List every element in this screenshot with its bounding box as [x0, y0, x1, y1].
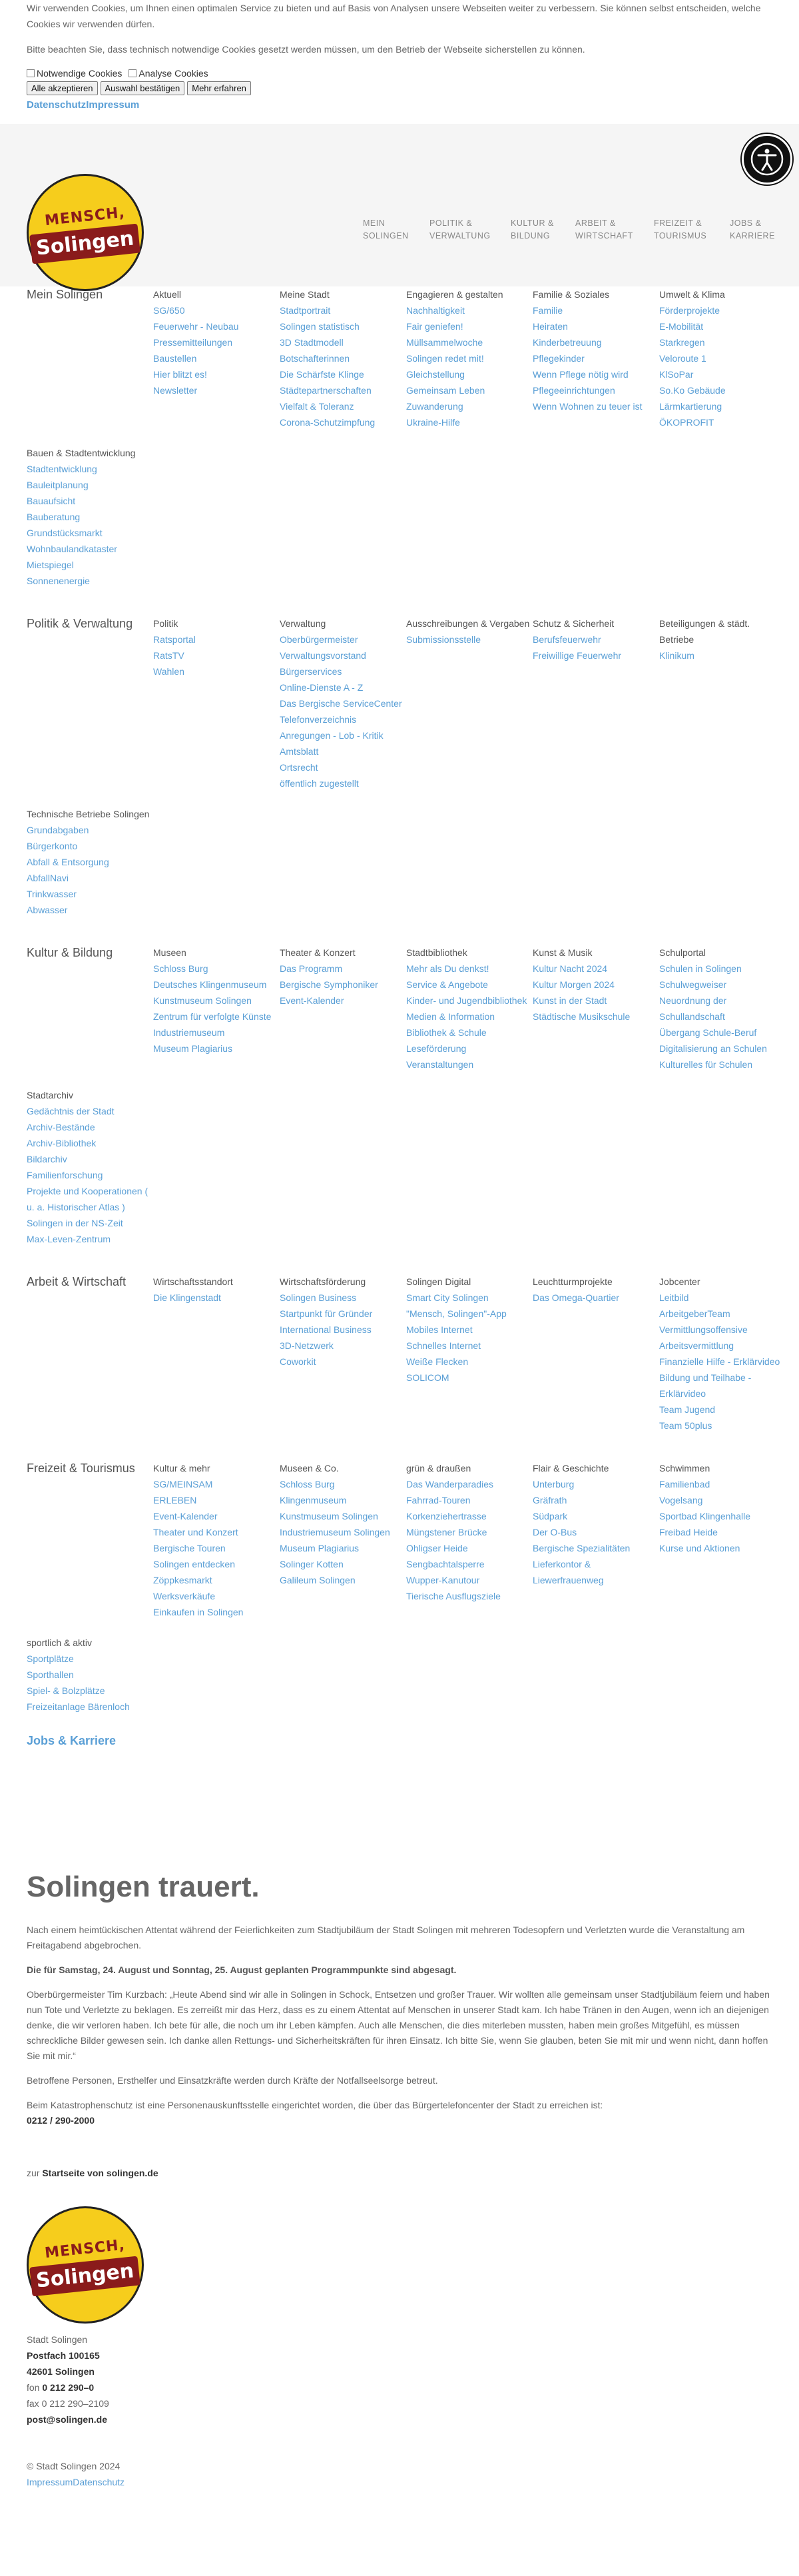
menu-link[interactable]: Pflegeeinrichtungen — [533, 385, 615, 396]
menu-column-heading: Bauen & Stadtentwicklung — [27, 448, 136, 458]
menu-link[interactable]: Kunstmuseum Solingen — [280, 1511, 378, 1521]
menu-column-heading: Stadtarchiv — [27, 1090, 74, 1100]
menu-link[interactable]: Südpark — [533, 1511, 568, 1521]
menu-link[interactable]: Digitalisierung an Schulen — [659, 1043, 767, 1054]
menu-column-heading: Kultur & mehr — [153, 1463, 210, 1474]
accessibility-icon[interactable] — [742, 134, 792, 185]
main-nav-item[interactable]: JOBS & KARRIERE — [730, 218, 775, 240]
menu-link[interactable]: Oberbürgermeister — [280, 634, 358, 645]
menu-column — [406, 616, 533, 791]
menu-link[interactable]: Service & Angebote — [406, 979, 488, 990]
menu-link[interactable]: Coworkit — [280, 1356, 316, 1367]
menu-section — [0, 286, 799, 589]
menu-column — [153, 1274, 280, 1434]
menu-column — [153, 1460, 280, 1620]
menu-link[interactable]: Ratsportal — [153, 634, 196, 645]
menu-link[interactable]: "Mensch, Solingen"-App — [406, 1308, 507, 1319]
menu-link[interactable]: Mietspiegel — [27, 560, 74, 570]
analysis-cookies-checkbox[interactable]: Analyse Cookies — [129, 67, 208, 80]
menu-link[interactable]: Newsletter — [153, 385, 198, 396]
menu-column-heading: Engagieren & gestalten — [406, 289, 503, 300]
menu-column — [533, 286, 659, 430]
menu-link[interactable]: Veloroute 1 — [659, 353, 706, 364]
menu-link[interactable]: Tierische Ausflugsziele — [406, 1591, 501, 1601]
menu-column-heading: Politik — [153, 618, 178, 629]
footer-imprint-link[interactable]: Impressum — [27, 2477, 73, 2488]
menu-link[interactable]: Lärmkartierung — [659, 401, 722, 412]
menu-link[interactable]: Städtische Musikschule — [533, 1011, 631, 1022]
menu-link[interactable]: Schulen in Solingen — [659, 963, 742, 974]
menu-link[interactable]: Kultur Nacht 2024 — [533, 963, 608, 974]
menu-link[interactable]: Gemeinsam Leben — [406, 385, 485, 396]
mayor-statement: Oberbürgermeister Tim Kurzbach: „Heute Abend sind wir alle in Solingen in Schock, Entsetzen und großer Trauer. Wir wollten alle gemeinsam unser Stadtjubiläum feiern und haben nun Tote und Verletzte zu beklagen. Es zerreißt mir das Herz, dass es zu einem Attentat auf Menschen in unserer Stadt kam. Ich habe Tränen in den Augen, wenn ich an diejenigen denke, die wir verloren haben. Ich bete für alle, die noch um ihr Leben kämpfen. Auch alle Menschen, die dies miterleben mussten, haben mein großes Mitgefühl, es müssen schreckliche Bilder gewesen sein. Ich danke allen Rettungs- und Sicherheitskräften für ihren Einsatz. Ich bitte Sie, wenn Sie glauben, beten Sie mit mir und wenn nicht, dann hoffen Sie mit mir.“ — [27, 1989, 770, 2062]
menu-link[interactable]: Freibad Heide — [659, 1527, 718, 1537]
menu-link[interactable]: Kunst in der Stadt — [533, 995, 607, 1006]
footer-city: 42601 Solingen — [27, 2366, 95, 2377]
cookie-imprint-link[interactable]: Impressum — [86, 99, 140, 111]
menu-column — [27, 806, 153, 918]
menu-link[interactable]: Familienforschung — [27, 1170, 103, 1180]
notice-paragraph: Betroffene Personen, Ersthelfer und Einsatzkräfte werden durch Kräfte der Notfallseelsorge betreut. — [27, 2075, 438, 2086]
menu-column — [406, 286, 533, 430]
menu-link[interactable]: Pressemitteilungen — [153, 337, 233, 348]
menu-section — [0, 945, 799, 1247]
menu-link[interactable]: Solingen entdecken — [153, 1559, 235, 1569]
menu-link[interactable]: Übergang Schule-Beruf — [659, 1027, 757, 1038]
menu-link[interactable]: Veranstaltungen — [406, 1059, 474, 1070]
menu-link[interactable]: Wahlen — [153, 666, 184, 677]
menu-link[interactable]: Gedächtnis der Stadt — [27, 1106, 115, 1116]
menu-link[interactable]: Bauaufsicht — [27, 496, 76, 506]
menu-column — [153, 945, 280, 1073]
menu-section-title[interactable]: Kultur & Bildung — [27, 946, 113, 959]
menu-column — [406, 1460, 533, 1620]
menu-link[interactable]: öffentlich zugestellt — [280, 778, 359, 789]
menu-link[interactable]: Kinderbetreuung — [533, 337, 602, 348]
menu-link[interactable]: Spiel- & Bolzplätze — [27, 1685, 105, 1696]
main-nav-item[interactable]: KULTUR & BILDUNG — [511, 218, 554, 240]
hotline-number: 0212 / 290-2000 — [27, 2115, 95, 2126]
menu-link[interactable]: Verwaltungsvorstand — [280, 650, 366, 661]
menu-link[interactable]: Lieferkontor & Liewerfrauenweg — [533, 1559, 604, 1585]
menu-link[interactable]: Pflegekinder — [533, 353, 585, 364]
menu-column — [280, 945, 406, 1073]
menu-column-heading: Theater & Konzert — [280, 947, 356, 958]
menu-link[interactable]: Stadtentwicklung — [27, 464, 97, 474]
menu-link[interactable]: Zuwanderung — [406, 401, 463, 412]
menu-column-heading: Technische Betriebe Solingen — [27, 809, 150, 819]
mega-menu — [0, 286, 799, 1749]
menu-section — [0, 616, 799, 918]
menu-column — [280, 1274, 406, 1434]
menu-link[interactable]: Bauleitplanung — [27, 480, 89, 490]
menu-link[interactable]: RatsTV — [153, 650, 184, 661]
menu-link[interactable]: Smart City Solingen — [406, 1292, 489, 1303]
menu-link[interactable]: Archiv-Bestände — [27, 1122, 95, 1132]
menu-column-heading: Jobcenter — [659, 1276, 700, 1287]
menu-column — [659, 286, 786, 430]
menu-link[interactable]: Sonnenenergie — [27, 576, 90, 586]
more-info-button[interactable]: Mehr erfahren — [187, 81, 251, 95]
menu-link[interactable]: Startpunkt für Gründer — [280, 1308, 373, 1319]
menu-column-heading: Aktuell — [153, 289, 182, 300]
menu-link[interactable]: Team 50plus — [659, 1420, 712, 1431]
site-header — [0, 124, 799, 286]
menu-link[interactable]: Städtepartnerschaften — [280, 385, 372, 396]
accept-all-button[interactable]: Alle akzeptieren — [27, 81, 98, 95]
menu-link[interactable]: Industriemuseum — [153, 1027, 225, 1038]
menu-link[interactable]: Solingen in der NS-Zeit — [27, 1218, 123, 1228]
footer-phone: 0 212 290–0 — [42, 2382, 95, 2393]
confirm-selection-button[interactable]: Auswahl bestätigen — [101, 81, 185, 95]
menu-link[interactable]: Bürgerservices — [280, 666, 342, 677]
menu-link[interactable]: Solingen statistisch — [280, 321, 360, 332]
menu-link[interactable]: Museum Plagiarius — [280, 1543, 360, 1553]
menu-link[interactable]: Theater und Konzert — [153, 1527, 238, 1537]
menu-column — [533, 616, 659, 791]
menu-column-heading: Verwaltung — [280, 618, 326, 629]
menu-link[interactable]: Der O-Bus — [533, 1527, 577, 1537]
menu-link[interactable]: Sporthallen — [27, 1669, 74, 1680]
menu-link[interactable]: Corona-Schutzimpfung — [280, 417, 376, 428]
menu-link[interactable]: Solingen redet mit! — [406, 353, 484, 364]
menu-link[interactable]: Grundabgaben — [27, 825, 89, 835]
menu-link[interactable]: Galileum Solingen — [280, 1575, 356, 1585]
menu-column — [406, 945, 533, 1073]
menu-link[interactable]: Baustellen — [153, 353, 197, 364]
menu-link[interactable]: Schloss Burg — [280, 1479, 335, 1490]
menu-column — [153, 286, 280, 430]
cookie-privacy-link[interactable]: Datenschutz — [27, 99, 87, 111]
menu-link[interactable]: Kulturelles für Schulen — [659, 1059, 753, 1070]
menu-column-heading: Kunst & Musik — [533, 947, 593, 958]
menu-section-title[interactable]: Arbeit & Wirtschaft — [27, 1275, 127, 1288]
menu-link[interactable]: ArbeitgeberTeam — [659, 1308, 730, 1319]
menu-link[interactable]: Sengbachtalsperre — [406, 1559, 485, 1569]
menu-link[interactable]: Bauberatung — [27, 512, 81, 522]
menu-link[interactable]: SG/MEINSAM — [153, 1479, 213, 1490]
menu-link[interactable]: Kurse und Aktionen — [659, 1543, 740, 1553]
menu-column-heading: Flair & Geschichte — [533, 1463, 609, 1474]
menu-link[interactable]: AbfallNavi — [27, 873, 69, 883]
menu-link[interactable]: Klingenmuseum — [280, 1495, 347, 1505]
menu-link[interactable]: Abwasser — [27, 905, 68, 915]
menu-link[interactable]: Deutsches Klingenmuseum — [153, 979, 267, 990]
menu-link[interactable]: Botschafterinnen — [280, 353, 350, 364]
menu-link[interactable]: So.Ko Gebäude — [659, 385, 726, 396]
menu-link[interactable]: Förderprojekte — [659, 305, 720, 316]
homepage-link[interactable]: Startseite von solingen.de — [42, 2168, 158, 2179]
menu-column — [659, 616, 786, 791]
menu-link[interactable]: Wenn Wohnen zu teuer ist — [533, 401, 643, 412]
menu-column — [659, 1460, 786, 1620]
jobs-careers-link[interactable]: Jobs & Karriere — [27, 1734, 117, 1747]
menu-link[interactable]: Stadtportrait — [280, 305, 331, 316]
menu-column-heading: Schwimmen — [659, 1463, 710, 1474]
menu-link[interactable]: SOLICOM — [406, 1372, 449, 1383]
menu-link[interactable]: Leseförderung — [406, 1043, 467, 1054]
menu-column — [280, 1460, 406, 1620]
menu-link[interactable]: Sportplätze — [27, 1653, 74, 1664]
menu-link[interactable]: Wenn Pflege nötig wird — [533, 369, 629, 380]
menu-link[interactable]: Mehr als Du denkst! — [406, 963, 489, 974]
menu-link[interactable]: Freizeitanlage Bärenloch — [27, 1701, 130, 1712]
menu-link[interactable]: Klinikum — [659, 650, 694, 661]
menu-link[interactable]: Ohligser Heide — [406, 1543, 468, 1553]
menu-link[interactable]: Bildung und Teilhabe - Erklärvideo — [659, 1372, 752, 1399]
menu-section — [0, 1274, 799, 1434]
menu-link[interactable]: Berufsfeuerwehr — [533, 634, 601, 645]
back-prefix: zur — [27, 2168, 43, 2179]
main-nav-item[interactable]: ARBEIT & WIRTSCHAFT — [575, 218, 633, 240]
menu-link[interactable]: Archiv-Bibliothek — [27, 1138, 97, 1148]
menu-section-title[interactable]: Freizeit & Tourismus — [27, 1462, 135, 1475]
menu-link[interactable]: Anregungen - Lob - Kritik — [280, 730, 384, 741]
menu-column-heading: Familie & Soziales — [533, 289, 610, 300]
menu-link[interactable]: Kunstmuseum Solingen — [153, 995, 252, 1006]
footer-privacy-link[interactable]: Datenschutz — [73, 2477, 125, 2488]
menu-link[interactable]: Die Schärfste Klinge — [280, 369, 364, 380]
menu-link[interactable]: Bürgerkonto — [27, 841, 78, 851]
menu-link[interactable]: Die Klingenstadt — [153, 1292, 221, 1303]
menu-link[interactable]: Das Programm — [280, 963, 343, 974]
menu-link[interactable]: Bergische Symphoniker — [280, 979, 378, 990]
menu-link[interactable]: Schnelles Internet — [406, 1340, 481, 1351]
menu-column — [280, 286, 406, 430]
footer-logo[interactable]: MENSCH, Solingen — [27, 2206, 144, 2324]
menu-column — [280, 616, 406, 791]
menu-link[interactable]: Mobiles Internet — [406, 1324, 473, 1335]
menu-link[interactable]: Event-Kalender — [153, 1511, 218, 1521]
menu-link[interactable]: Solingen Business — [280, 1292, 357, 1303]
notice-cancellation: Die für Samstag, 24. August und Sonntag, 25. August geplanten Programmpunkte sind abgesagt. — [27, 1964, 457, 1976]
menu-column — [27, 1087, 153, 1247]
menu-link[interactable]: Feuerwehr - Neubau — [153, 321, 239, 332]
solingen-logo[interactable]: MENSCH, Solingen — [27, 174, 144, 291]
menu-link[interactable]: Bibliothek & Schule — [406, 1027, 487, 1038]
menu-link[interactable]: International Business — [280, 1324, 372, 1335]
menu-link[interactable]: Familie — [533, 305, 563, 316]
cookie-banner — [0, 0, 799, 124]
menu-column-heading: Schulportal — [659, 947, 706, 958]
menu-column — [153, 616, 280, 791]
main-nav-item[interactable]: MEIN SOLINGEN — [363, 218, 409, 240]
menu-link[interactable]: Freiwillige Feuerwehr — [533, 650, 622, 661]
menu-link[interactable]: Trinkwasser — [27, 889, 77, 899]
menu-link[interactable]: Starkregen — [659, 337, 705, 348]
menu-link[interactable]: Fair geniefen! — [406, 321, 463, 332]
menu-link[interactable]: Museum Plagiarius — [153, 1043, 233, 1054]
menu-link[interactable]: Solinger Kotten — [280, 1559, 344, 1569]
notice-paragraph: Beim Katastrophenschutz ist eine Personenauskunftsstelle eingerichtet worden, die über das Bürgertelefoncenter der Stadt zu erreichen ist: — [27, 2100, 603, 2111]
menu-link[interactable]: Arbeitsvermittlung — [659, 1340, 734, 1351]
menu-link[interactable]: Max-Leven-Zentrum — [27, 1234, 111, 1244]
menu-link[interactable]: Nachhaltigkeit — [406, 305, 465, 316]
mourning-notice — [0, 1869, 799, 2181]
menu-link[interactable]: Das Bergische ServiceCenter — [280, 698, 402, 709]
menu-link[interactable]: Einkaufen in Solingen — [153, 1607, 244, 1617]
menu-link[interactable]: Wupper-Kanutour — [406, 1575, 480, 1585]
menu-link[interactable]: Ukraine-Hilfe — [406, 417, 460, 428]
menu-link[interactable]: Abfall & Entsorgung — [27, 857, 109, 867]
menu-link[interactable]: Das Omega-Quartier — [533, 1292, 619, 1303]
menu-link[interactable]: Müngstener Brücke — [406, 1527, 487, 1537]
menu-column-heading: grün & draußen — [406, 1463, 471, 1474]
menu-link[interactable]: Event-Kalender — [280, 995, 344, 1006]
menu-column-heading: sportlich & aktiv — [27, 1637, 93, 1648]
menu-link[interactable]: Schulwegweiser — [659, 979, 727, 990]
menu-link[interactable]: Industriemuseum Solingen — [280, 1527, 390, 1537]
menu-link[interactable]: Zentrum für verfolgte Künste — [153, 1011, 272, 1022]
menu-column — [659, 1274, 786, 1434]
menu-link[interactable]: Bergische Spezialitäten — [533, 1543, 631, 1553]
footer-copyright: © Stadt Solingen 2024 — [27, 2461, 121, 2472]
menu-link[interactable]: Gleichstellung — [406, 369, 465, 380]
main-nav-item[interactable]: POLITIK & VERWALTUNG — [429, 218, 491, 240]
menu-link[interactable]: SG/650 — [153, 305, 185, 316]
menu-link[interactable]: Schloss Burg — [153, 963, 208, 974]
menu-link[interactable]: Submissionsstelle — [406, 634, 481, 645]
menu-link[interactable]: Leitbild — [659, 1292, 689, 1303]
menu-link[interactable]: Telefonverzeichnis — [280, 714, 357, 725]
menu-link[interactable]: Unterburg — [533, 1479, 575, 1490]
menu-link[interactable]: KlSoPar — [659, 369, 694, 380]
footer-fon-label: fon — [27, 2382, 43, 2393]
main-nav-item[interactable]: FREIZEIT & TOURISMUS — [654, 218, 707, 240]
menu-section — [0, 1460, 799, 1715]
cookie-text: Wir verwenden Cookies, um Ihnen einen optimalen Service zu bieten und auf Basis von Analysen unsere Webseiten weiter zu verbessern. Sie können selbst entscheiden, welche Cookies wir verwenden dürfen. — [27, 3, 761, 29]
menu-column-heading: Beteiligungen & städt. Betriebe — [659, 618, 750, 645]
menu-link[interactable]: ÖKOPROFIT — [659, 417, 714, 428]
menu-link[interactable]: Das Wanderparadies — [406, 1479, 493, 1490]
menu-link[interactable]: Müllsammelwoche — [406, 337, 483, 348]
necessary-cookies-checkbox[interactable]: Notwendige Cookies — [27, 67, 122, 80]
main-navigation — [363, 217, 776, 242]
menu-column-heading: Wirtschaftsstandort — [153, 1276, 233, 1287]
menu-column-heading: Leuchtturmprojekte — [533, 1276, 613, 1287]
footer-email[interactable]: post@solingen.de — [27, 2414, 107, 2425]
menu-column-heading: Ausschreibungen & Vergaben — [406, 618, 530, 629]
cookie-text-necessary: Bitte beachten Sie, dass technisch notwendige Cookies gesetzt werden müssen, um den Betrieb der Webseite sicherstellen zu können. — [27, 44, 585, 55]
menu-column-heading: Solingen Digital — [406, 1276, 471, 1287]
menu-link[interactable]: Weiße Flecken — [406, 1356, 469, 1367]
menu-column — [533, 945, 659, 1073]
menu-column — [406, 1274, 533, 1434]
menu-section-title[interactable]: Mein Solingen — [27, 288, 103, 301]
menu-section-title[interactable]: Politik & Verwaltung — [27, 617, 133, 630]
menu-link[interactable]: Kultur Morgen 2024 — [533, 979, 615, 990]
menu-link[interactable]: Online-Dienste A - Z — [280, 682, 364, 693]
menu-column-heading: Stadtbibliothek — [406, 947, 467, 958]
menu-column — [27, 445, 153, 589]
menu-link[interactable]: Bildarchiv — [27, 1154, 67, 1164]
menu-link[interactable]: 3D Stadtmodell — [280, 337, 344, 348]
menu-link[interactable]: Vogelsang — [659, 1495, 703, 1505]
notice-paragraph: Nach einem heimtückischen Attentat während der Feierlichkeiten zum Stadtjubiläum der Stadt Solingen mit mehreren Todesopfern und Verletzten wurde die Veranstaltung am Freitagabend abgebrochen. — [27, 1925, 745, 1951]
menu-link[interactable]: Werksverkäufe — [153, 1591, 216, 1601]
footer-org: Stadt Solingen — [27, 2334, 88, 2346]
menu-column — [533, 1460, 659, 1620]
menu-link[interactable]: Grundstücksmarkt — [27, 528, 103, 538]
menu-column — [659, 945, 786, 1073]
footer-po-box: Postfach 100165 — [27, 2350, 100, 2361]
menu-link[interactable]: E-Mobilität — [659, 321, 704, 332]
menu-link[interactable]: Projekte und Kooperationen ( u. a. Historischer Atlas ) — [27, 1186, 148, 1212]
menu-link[interactable]: Wohnbaulandkataster — [27, 544, 117, 554]
menu-link[interactable]: Hier blitzt es! — [153, 369, 207, 380]
menu-column — [533, 1274, 659, 1434]
menu-column-heading: Umwelt & Klima — [659, 289, 725, 300]
menu-link[interactable]: Familienbad — [659, 1479, 710, 1490]
menu-link[interactable]: Sportbad Klingenhalle — [659, 1511, 750, 1521]
menu-link[interactable]: Zöppkesmarkt — [153, 1575, 212, 1585]
menu-link[interactable]: Neuordnung der Schullandschaft — [659, 995, 727, 1022]
menu-column-heading: Museen — [153, 947, 186, 958]
menu-link[interactable]: Vielfalt & Toleranz — [280, 401, 354, 412]
menu-link[interactable]: Ortsrecht — [280, 762, 318, 773]
menu-column — [27, 1635, 153, 1715]
menu-link[interactable]: Kinder- und Jugendbibliothek — [406, 995, 527, 1006]
menu-link[interactable]: 3D-Netzwerk — [280, 1340, 334, 1351]
menu-link[interactable]: Medien & Information — [406, 1011, 495, 1022]
menu-link[interactable]: Vermittlungsoffensive — [659, 1324, 748, 1335]
menu-link[interactable]: Amtsblatt — [280, 746, 319, 757]
menu-link[interactable]: Finanzielle Hilfe - Erklärvideo — [659, 1356, 780, 1367]
menu-link[interactable]: Heiraten — [533, 321, 568, 332]
menu-link[interactable]: Korkenziehertrasse — [406, 1511, 487, 1521]
menu-link[interactable]: Gräfrath — [533, 1495, 567, 1505]
page-title: Solingen trauert. — [27, 1871, 260, 1904]
menu-link[interactable]: Bergische Touren — [153, 1543, 226, 1553]
menu-link[interactable]: Team Jugend — [659, 1404, 716, 1415]
menu-column-heading: Museen & Co. — [280, 1463, 339, 1474]
menu-link[interactable]: Fahrrad-Touren — [406, 1495, 471, 1505]
footer-fax: fax 0 212 290–2109 — [27, 2398, 109, 2409]
menu-link[interactable]: ERLEBEN — [153, 1495, 197, 1505]
menu-column-heading: Meine Stadt — [280, 289, 330, 300]
menu-column-heading: Schutz & Sicherheit — [533, 618, 615, 629]
menu-column-heading: Wirtschaftsförderung — [280, 1276, 366, 1287]
site-footer — [0, 2206, 799, 2490]
